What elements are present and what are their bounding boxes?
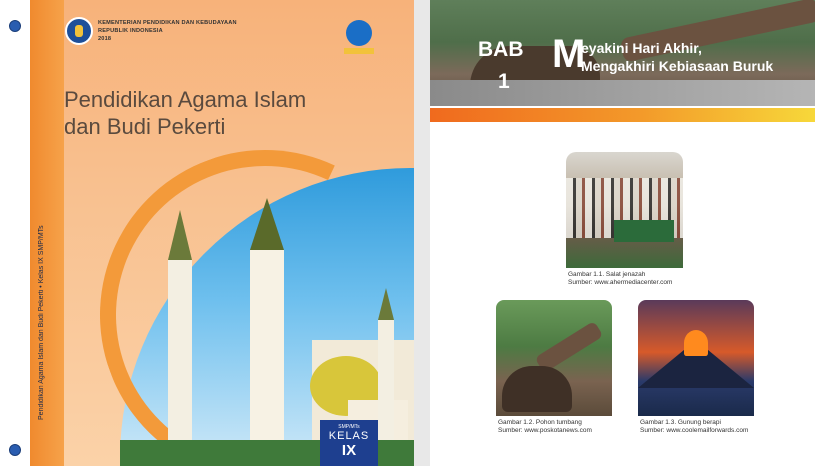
figure-source: Sumber: www.poskotanews.com [498, 427, 592, 434]
figure-source: Sumber: www.ahermediacenter.com [568, 279, 673, 286]
globe-icon[interactable] [9, 444, 21, 456]
chapter-accent-bar [430, 108, 815, 122]
figure-caption: Gambar 1.1. Salat jenazah [568, 271, 646, 278]
badge-level: SMP/MTs [338, 424, 360, 430]
ministry-country: REPUBLIK INDONESIA [98, 28, 163, 34]
figure-caption: Gambar 1.2. Pohon tumbang [498, 419, 582, 426]
chapter-banner-photo [430, 0, 815, 106]
figure-salat-jenazah [566, 152, 683, 268]
book-title-line: dan Budi Pekerti [64, 114, 226, 139]
viewer-left-toolbar [0, 0, 30, 466]
figure-gunung-berapi [638, 300, 754, 416]
badge-kelas: KELAS [328, 430, 370, 442]
figure-source: Sumber: www.coolemailforwards.com [640, 427, 749, 434]
figure-caption: Gambar 1.3. Gunung berapi [640, 419, 721, 426]
chapter-number: 1 [498, 70, 510, 93]
spine-title: Pendidikan Agama Islam dan Budi Pekerti • Kelas IX SMP/MTs [38, 225, 45, 420]
chapter-page [430, 0, 830, 466]
book-title [64, 86, 394, 140]
globe-icon[interactable] [9, 20, 21, 32]
class-badge [320, 420, 378, 466]
ministry-year: 2018 [98, 36, 112, 42]
page-divider [414, 0, 430, 466]
book-cover [64, 0, 414, 466]
badge-number: IX [341, 442, 357, 459]
curriculum-logo [344, 20, 374, 54]
figure-pohon-tumbang [496, 300, 612, 416]
chapter-title-line1: eyakini Hari Akhir, [581, 40, 702, 56]
chapter-title-initial: M [552, 32, 586, 76]
book-spine [30, 0, 64, 466]
chapter-label: BAB [478, 38, 524, 61]
chapter-title-line2: Mengakhiri Kebiasaan Buruk [581, 58, 774, 74]
ministry-name: KEMENTERIAN PENDIDIKAN DAN KEBUDAYAAN [98, 20, 237, 26]
book-title-line: Pendidikan Agama Islam [64, 87, 307, 112]
kemdikbud-logo [65, 17, 93, 45]
